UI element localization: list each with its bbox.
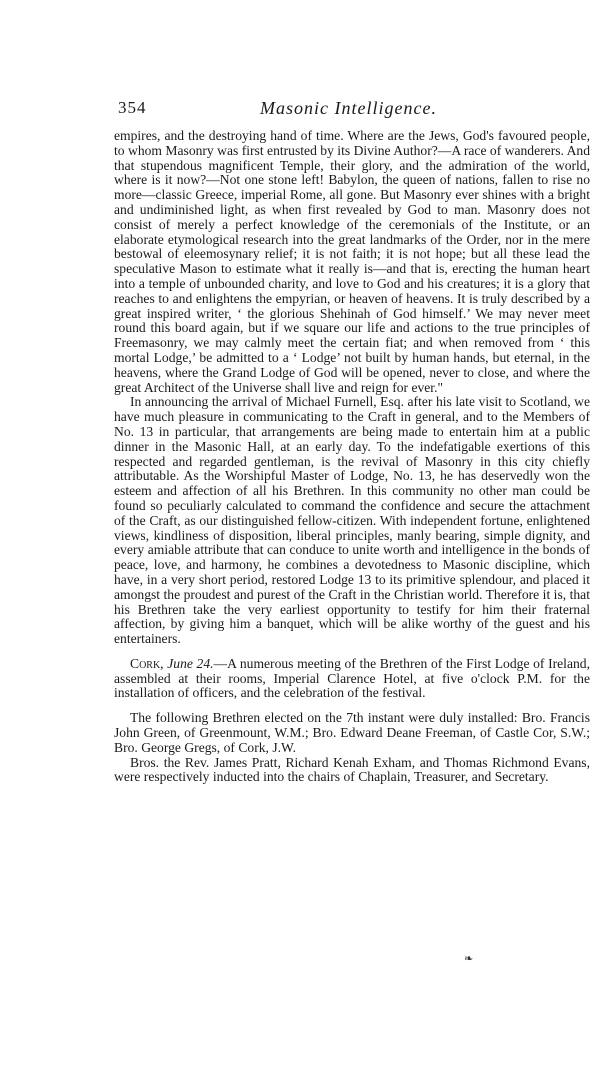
paragraph-cork-meeting (114, 657, 590, 701)
printer-ornament-icon: ❧ (464, 952, 474, 965)
dateline-date: June 24. (167, 655, 214, 671)
paragraph-furnell-announcement: In announcing the arrival of Michael Furnell, Esq. after his late visit to Scotland, we have much pleasure in communicating to the Craft in general, and to the Members of No. 13 in particular, that arrangements are being made to entertain him at a public dinner in the Masonic Hall, at an early day. To the indefatigable exertions of this respected and regarded gentleman, is the revival of Masonry in this city chiefly attributable. As the Worshipful Master of Lodge, No. 13, he has deservedly won the esteem and affection of all his Brethren. In this community no other man could be found so peculiarly calculated to command the confidence and secure the attachment of the Craft, as our distinguished fellow-citizen. With independent fortune, enlightened views, kindliness of disposition, liberal principles, manly bearing, simple dignity, and every amiable attribute that can conduce to unite worth and intelligence in the bonds of peace, love, and harmony, he combines a devotedness to Masonic discipline, which have, in a very short period, restored Lodge 13 to its primitive splendour, and placed it amongst the proudest and purest of the Craft in the Christian world. Therefore it is, that his Brethren take the very earliest opportunity to testify for him their fraternal affection, by giving him a banquet, which will be alike worthy of the guest and his entertainers. (114, 394, 590, 647)
paragraph-chaplain-treasurer-secretary: Bros. the Rev. James Pratt, Richard Kenah Exham, and Thomas Richmond Evans, were respectively inducted into the chairs of Chaplain, Treasurer, and Secretary. (114, 754, 590, 785)
page-number: 354 (118, 98, 147, 117)
running-title: Masonic Intelligence. (260, 98, 437, 118)
dateline-place: Cork, (130, 655, 164, 671)
cork-meeting-text: —A numerous meeting of the Brethren of the First Lodge of Ireland, assembled at their rooms, Imperial Clarence Hotel, at five o'clock P.M. for the installation of officers, and the celebration of the festival. (114, 655, 590, 701)
page-header (118, 98, 463, 120)
paragraph-installed-brethren: The following Brethren elected on the 7th instant were duly installed: Bro. Francis John Green, of Greenmount, W.M.; Bro. Edward Deane Freeman, of Castle Cor, S.W.; Bro. George Gregs, of Cork, J.W. (114, 710, 590, 755)
article-body (114, 129, 590, 785)
paragraph-speech-conclusion: empires, and the destroying hand of time. Where are the Jews, God's favoured people, to whom Masonry was first entrusted by its Divine Author?—A race of wanderers. And that stupendous magnificent Temple, their glory, and the admiration of the world, where is it now?—Not one stone left! Babylon, the queen of nations, fallen to rise no more—classic Greece, imperial Rome, all gone. But Masonry ever shines with a bright and undiminished light, as when first revealed by God to man. Masonry does not consist of merely a perfect knowledge of the ceremonials of the Institute, or an elaborate etymological research into the great landmarks of the Order, nor in the mere bestowal of eleemosynary relief; it is not faith; it is not hope; but all these lead the speculative Mason to estimate what it really is—and that is, erecting the human heart into a temple of unbounded charity, and love to God and his creatures; it is a glory that reaches to and enlightens the empyrian, or heaven of heavens. It is truly described by a great inspired writer, ‘ the glorious Shehinah of God himself.’ We may never meet round this board again, but if we square our life and actions to the true principles of Freemasonry, we may calmly meet the certain fiat; and when removed from ‘ this mortal Lodge,’ be admitted to a ‘ Lodge’ not built by human hands, but eternal, in the heavens, where the Grand Lodge of God will be opened, never to close, and where the great Architect of the Universe shall live and reign for ever." (114, 128, 590, 395)
